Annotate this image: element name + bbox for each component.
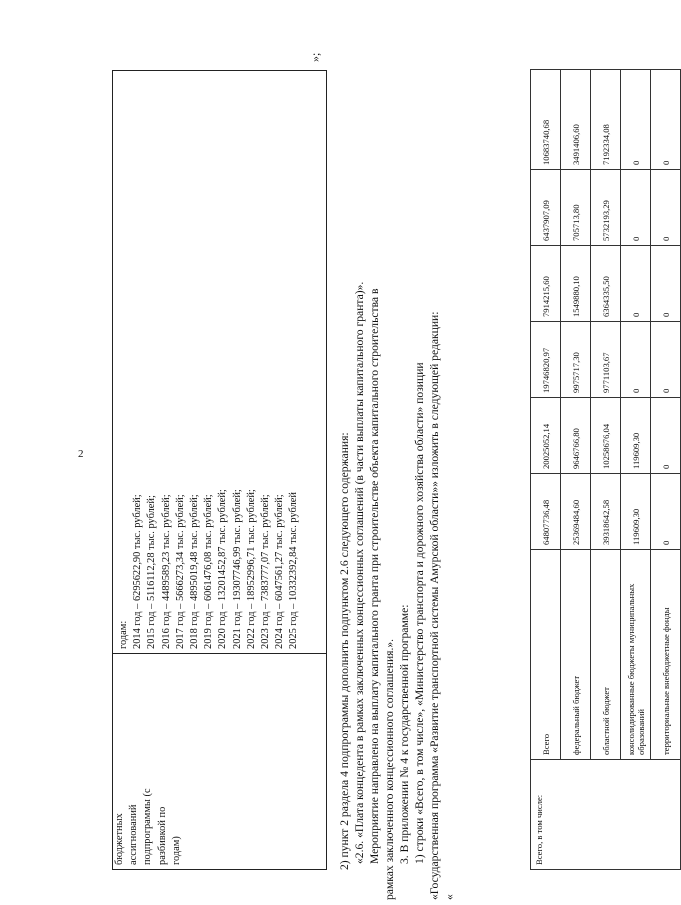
table-cell: 705713,80 <box>561 170 591 246</box>
funding-label-cell <box>113 653 326 869</box>
row-label: федеральный бюджет <box>561 550 591 760</box>
row-label: областной бюджет <box>591 550 621 760</box>
table-cell: 0 <box>651 70 681 170</box>
funding-year-line: годам: <box>118 620 129 649</box>
table-cell: 39318642,58 <box>591 474 621 550</box>
funding-label-line: разбивкой по <box>156 806 168 865</box>
table-cell: 19746820,97 <box>531 322 561 398</box>
program-finance-table <box>530 69 681 870</box>
rotated-content <box>100 30 671 900</box>
table-cell: 0 <box>651 474 681 550</box>
funding-year-line: 2017 год – 5666273,34 тыс. рублей; <box>174 494 186 649</box>
table-cell: 7192334,08 <box>591 70 621 170</box>
table-cell: 3491406,60 <box>561 70 591 170</box>
paragraph-item-3-1: 1) строки «Всего, в том числе», «Министерство транспорта и дорожного хозяйства области» позиции <box>413 362 426 864</box>
table-cell: 64807736,48 <box>531 474 561 550</box>
paragraph-item-2: 2) пункт 2 раздела 4 подпрограммы дополнить подпунктом 2.6 следующего содержания: <box>338 432 351 870</box>
table-cell: 6364335,50 <box>591 246 621 322</box>
table-cell: 0 <box>651 322 681 398</box>
funding-label-line: ассигнований <box>128 804 140 865</box>
table-cell: 20025052,14 <box>531 398 561 474</box>
table-row <box>561 70 591 870</box>
table-cell: 25369484,60 <box>561 474 591 550</box>
funding-year-line: 2019 год – 6061476,08 тыс. рублей; <box>203 494 215 649</box>
page-number: 2 <box>78 448 84 460</box>
table-cell: 0 <box>621 246 651 322</box>
paragraph-item-3-1-cont: «Государственная программа «Развитие транспортной системы Амурской области»» изложить в следующей редакции: <box>428 311 441 900</box>
paragraph-measure: Мероприятие направлено на выплату капитального гранта при строительстве объекта капитального строительства в <box>368 288 381 864</box>
paragraph-item-3: 3. В приложении № 4 к государственной программе: <box>398 604 411 864</box>
funding-label-line: годам) <box>170 836 182 865</box>
table-cell: 119609,30 <box>621 474 651 550</box>
funding-year-line: 2025 год – 10332392,84 тыс. рублей <box>288 492 300 649</box>
paragraph-measure-cont: рамках заключенного концессионного соглашения.». <box>383 638 396 900</box>
table-cell: 0 <box>651 398 681 474</box>
subprogram-funding-table <box>112 70 327 870</box>
quote-end-mark: »; <box>308 52 322 62</box>
row-label: Всего <box>531 550 561 760</box>
table-row <box>651 70 681 870</box>
funding-label-line: подпрограммы (с <box>142 788 154 865</box>
funding-year-line: 2016 год – 4489589,23 тыс. рублей; <box>160 494 172 649</box>
funding-year-line: 2023 год – 7383777,07 тыс. рублей; <box>260 494 272 649</box>
funding-year-line: 2021 год – 19307746,99 тыс. рублей; <box>231 489 243 649</box>
row-label: территориальные внебюджетные фонды <box>651 550 681 760</box>
table-cell: 0 <box>621 170 651 246</box>
table-cell: 9771103,67 <box>591 322 621 398</box>
table-cell: 6437907,09 <box>531 170 561 246</box>
table-cell: 0 <box>621 70 651 170</box>
funding-year-line: 2024 год – 6047561,27 тыс. рублей; <box>274 494 286 649</box>
table-cell: 9646766,80 <box>561 398 591 474</box>
table-cell: 0 <box>651 170 681 246</box>
table-cell: 0 <box>621 322 651 398</box>
table-row <box>621 70 651 870</box>
table-cell: 0 <box>651 246 681 322</box>
paragraph-subitem-2-6: «2.6. «Плата концедента в рамках заключенных концессионных соглашений (в части выплаты капитального гранта)». <box>353 281 366 864</box>
table-cell: 7914215,60 <box>531 246 561 322</box>
table-cell: 10258676,04 <box>591 398 621 474</box>
quote-open-mark: « <box>443 894 456 900</box>
table-row <box>591 70 621 870</box>
funding-year-line: 2015 год – 5116112,28 тыс. рублей; <box>146 495 158 649</box>
group-label-cell: Всего, в том числе: <box>531 760 681 870</box>
table-cell: 9975717,30 <box>561 322 591 398</box>
funding-label-line: бюджетных <box>114 813 125 865</box>
funding-values-cell <box>113 71 334 653</box>
table-cell: 10683740,68 <box>531 70 561 170</box>
funding-year-line: 2014 год – 6295622,90 тыс. рублей; <box>132 494 144 649</box>
table-cell: 1549880,10 <box>561 246 591 322</box>
funding-year-line: 2020 год – 13201452,87 тыс. рублей; <box>217 489 229 649</box>
funding-year-line: 2018 год – 4895019,48 тыс. рублей; <box>189 494 201 649</box>
table-row <box>531 70 561 870</box>
table-cell: 119609,30 <box>621 398 651 474</box>
table-cell: 5732193,29 <box>591 170 621 246</box>
funding-year-line: 2022 год – 18952996,71 тыс. рублей; <box>245 489 257 649</box>
row-label: консолидированные бюджеты муниципальных образований <box>621 550 651 760</box>
